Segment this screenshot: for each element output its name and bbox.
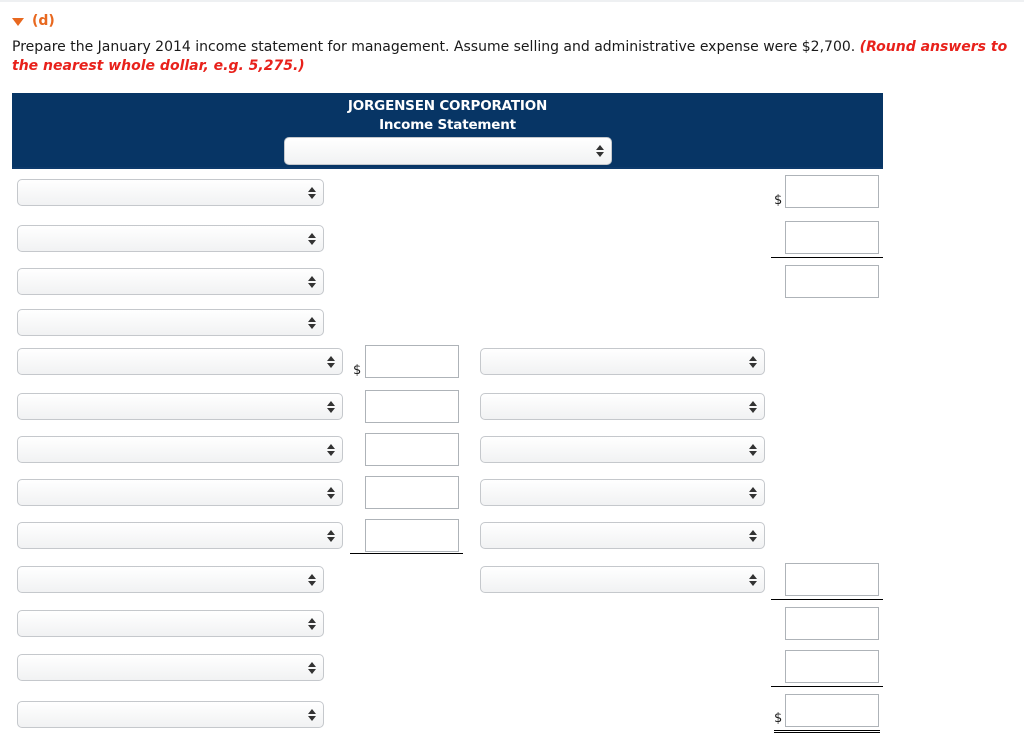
row-6-amount-input[interactable] <box>365 390 459 423</box>
updown-arrows-icon <box>749 574 757 586</box>
company-name: JORGENSEN CORPORATION <box>347 98 548 114</box>
row-12-label-select[interactable] <box>17 654 324 681</box>
part-d-toggle[interactable] <box>12 13 55 29</box>
row-11-total-input[interactable] <box>785 607 879 640</box>
updown-arrows-icon <box>308 662 316 674</box>
row-8-label-select[interactable] <box>17 479 343 506</box>
updown-arrows-icon <box>308 618 316 630</box>
dollar-sign: $ <box>353 363 362 378</box>
row-10-second-select[interactable] <box>480 566 765 593</box>
updown-arrows-icon <box>749 487 757 499</box>
row-2-total-input[interactable] <box>785 221 879 254</box>
row-6-label-select[interactable] <box>17 393 343 420</box>
row-10-label-select[interactable] <box>17 566 324 593</box>
updown-arrows-icon <box>596 145 604 157</box>
updown-arrows-icon <box>308 187 316 199</box>
row-8-amount-input[interactable] <box>365 476 459 509</box>
row-1-label-select[interactable] <box>17 179 324 206</box>
updown-arrows-icon <box>327 530 335 542</box>
updown-arrows-icon <box>327 487 335 499</box>
instruction-body: Prepare the January 2014 income statement for management. Assume selling and administrative expense were $2,700. <box>12 39 856 55</box>
triangle-down-icon <box>12 18 24 26</box>
updown-arrows-icon <box>749 356 757 368</box>
row-12-total-input[interactable] <box>785 650 879 683</box>
row-9-amount-input[interactable] <box>365 519 459 552</box>
row-8-second-select[interactable] <box>480 479 765 506</box>
row-7-second-select[interactable] <box>480 436 765 463</box>
row-6-second-select[interactable] <box>480 393 765 420</box>
row-3-total-input[interactable] <box>785 265 879 298</box>
updown-arrows-icon <box>308 709 316 721</box>
period-select[interactable] <box>284 137 612 165</box>
row-10-total-input[interactable] <box>785 563 879 596</box>
row-5-label-select[interactable] <box>17 348 343 375</box>
dollar-sign: $ <box>774 193 783 208</box>
row-5-amount-input[interactable] <box>365 345 459 378</box>
subtotal-rule <box>771 686 883 687</box>
row-11-label-select[interactable] <box>17 610 324 637</box>
row-9-label-select[interactable] <box>17 522 343 549</box>
updown-arrows-icon <box>308 233 316 245</box>
updown-arrows-icon <box>308 574 316 586</box>
double-total-rule <box>774 730 880 733</box>
top-divider <box>0 0 1024 2</box>
row-4-label-select[interactable] <box>17 309 324 336</box>
subtotal-rule <box>350 553 463 554</box>
dollar-sign: $ <box>774 711 783 726</box>
row-9-second-select[interactable] <box>480 522 765 549</box>
rounding-note: (Round answers to the nearest whole dollar, e.g. 5,275.) <box>12 39 1008 74</box>
updown-arrows-icon <box>308 276 316 288</box>
statement-title: Income Statement <box>379 117 516 133</box>
row-3-label-select[interactable] <box>17 268 324 295</box>
row-1-total-input[interactable] <box>785 175 879 208</box>
updown-arrows-icon <box>749 444 757 456</box>
row-2-label-select[interactable] <box>17 225 324 252</box>
updown-arrows-icon <box>749 530 757 542</box>
updown-arrows-icon <box>327 356 335 368</box>
part-label: (d) <box>32 13 55 29</box>
subtotal-rule <box>771 599 883 600</box>
statement-header <box>12 93 883 169</box>
updown-arrows-icon <box>749 401 757 413</box>
row-13-total-input[interactable] <box>785 694 879 727</box>
row-7-amount-input[interactable] <box>365 433 459 466</box>
updown-arrows-icon <box>327 444 335 456</box>
instruction-text <box>12 38 1017 76</box>
row-13-label-select[interactable] <box>17 701 324 728</box>
subtotal-rule <box>771 257 883 258</box>
row-5-second-select[interactable] <box>480 348 765 375</box>
updown-arrows-icon <box>308 317 316 329</box>
row-7-label-select[interactable] <box>17 436 343 463</box>
updown-arrows-icon <box>327 401 335 413</box>
